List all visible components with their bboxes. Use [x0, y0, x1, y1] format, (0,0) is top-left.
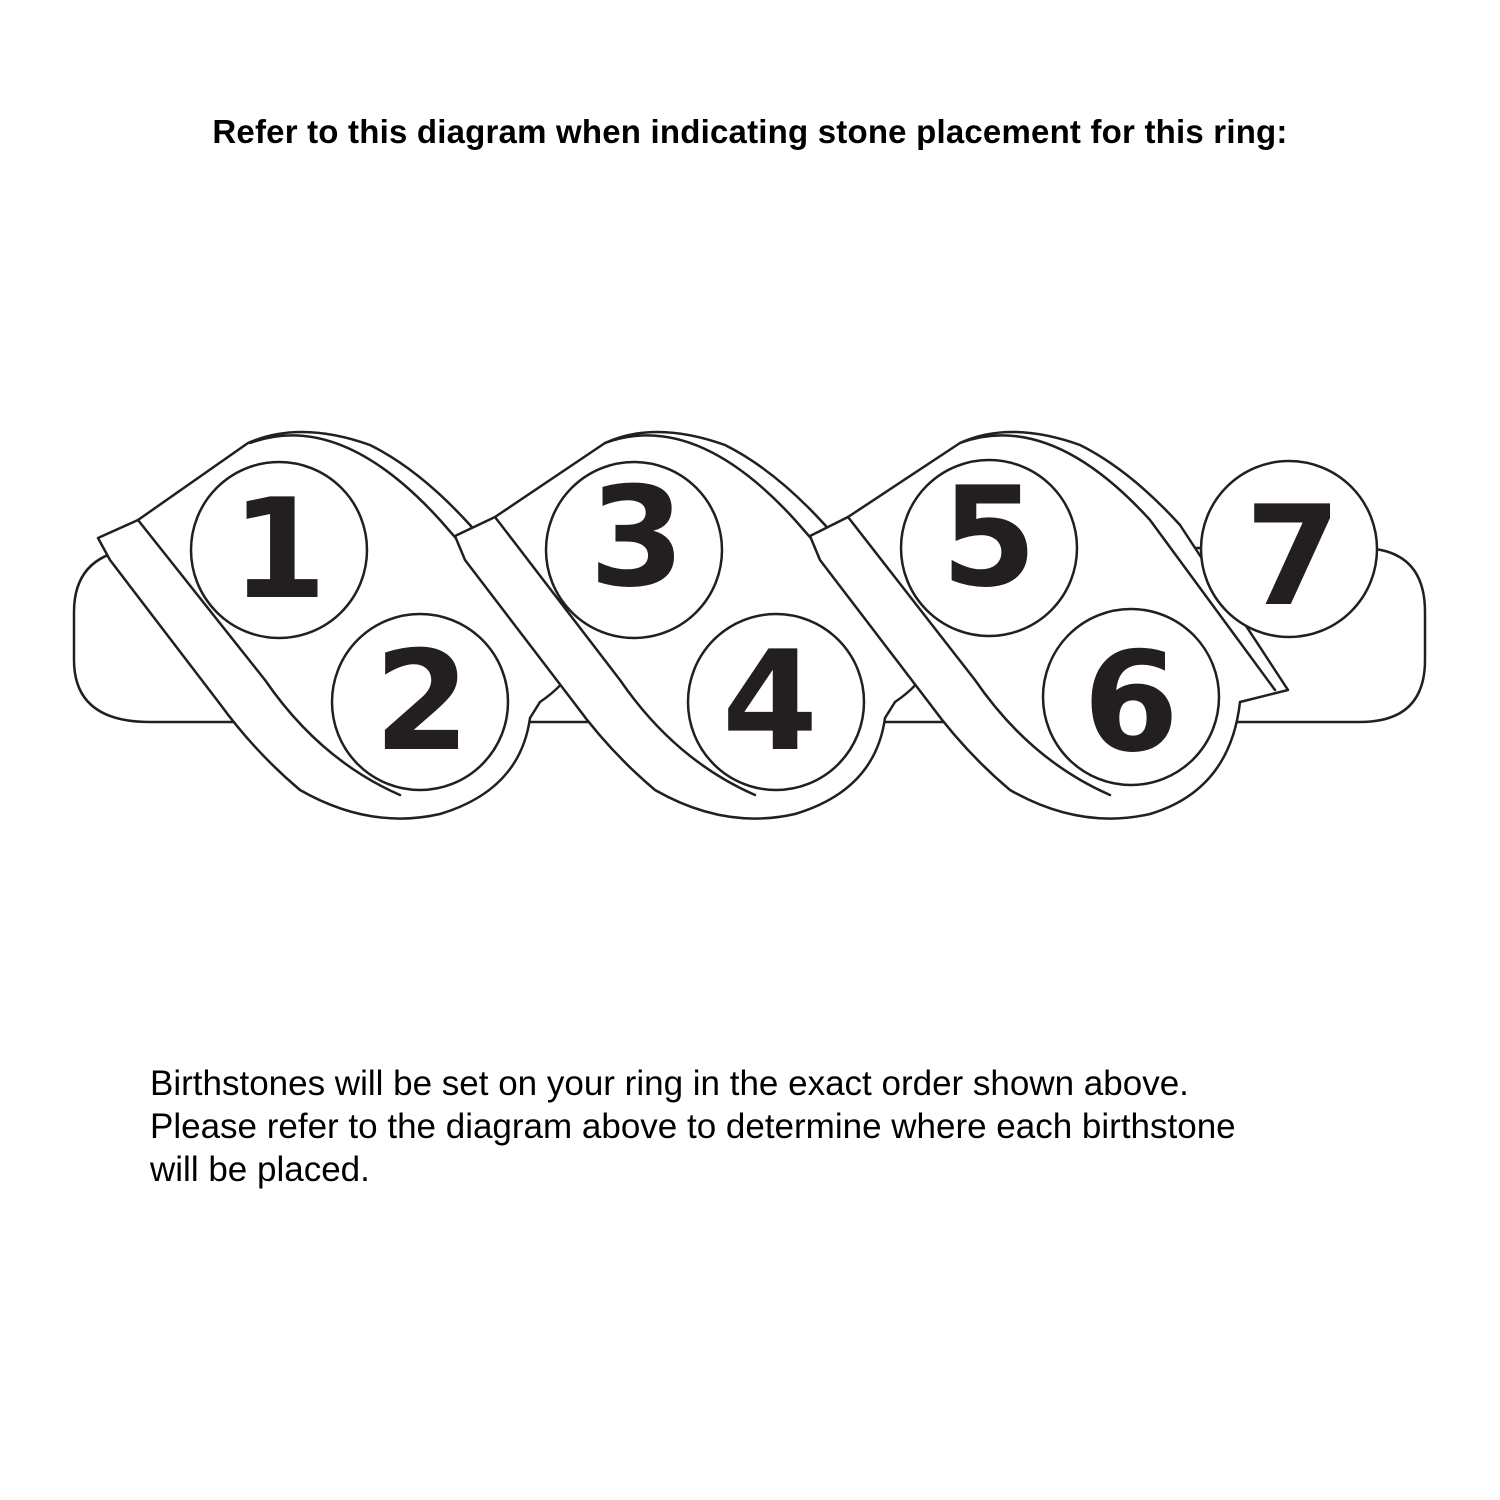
stone-number: 7 — [1244, 476, 1342, 637]
stone-2 — [332, 614, 508, 790]
stone-number: 5 — [940, 457, 1038, 618]
stone-number: 6 — [1082, 622, 1180, 783]
stone-4 — [688, 614, 864, 790]
note-line-2: Please refer to the diagram above to determine where each birthstone — [150, 1107, 1236, 1146]
stone-6 — [1043, 609, 1219, 785]
page-title: Refer to this diagram when indicating stone placement for this ring: — [212, 113, 1288, 150]
stone-1 — [191, 462, 367, 638]
stone-7 — [1201, 461, 1377, 637]
stone-number: 1 — [230, 469, 328, 630]
note-line-3: will be placed. — [150, 1150, 370, 1189]
note-line-1: Birthstones will be set on your ring in the exact order shown above. — [150, 1064, 1189, 1103]
stone-number: 3 — [588, 457, 686, 618]
stone-number: 2 — [373, 621, 471, 782]
placement-note — [150, 1062, 1380, 1191]
stone-5 — [901, 457, 1077, 636]
stone-number: 4 — [721, 621, 819, 782]
